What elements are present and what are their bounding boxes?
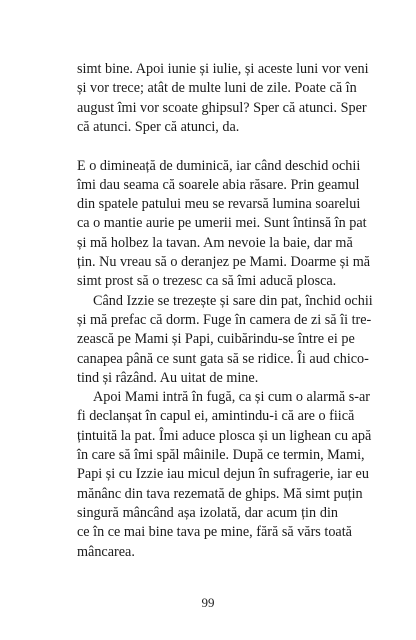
text-line: Apoi Mami intră în fugă, ca și cum o alarmă s-ar bbox=[93, 389, 370, 406]
text-line: îmi dau seama că soarele abia răsare. Prin geamul bbox=[77, 176, 360, 193]
text-line: ca o mantie aurie pe umerii mei. Sunt întinsă în pat bbox=[77, 215, 367, 232]
text-line: E o dimineață de duminică, iar când deschid ochii bbox=[77, 157, 361, 174]
text-line: simt bine. Apoi iunie și iulie, și aceste luni vor veni bbox=[77, 61, 369, 77]
text-line: mâncarea. bbox=[77, 543, 135, 560]
text-line: în care să îmi spăl mâinile. După ce termin, Mami, bbox=[77, 447, 365, 463]
text-line: fi declanșat în capul ei, amintindu-i că are o fiică bbox=[77, 408, 355, 425]
text-line: Papi și cu Izzie iau micul dejun în sufragerie, iar eu bbox=[77, 466, 369, 483]
text-line: că atunci. Sper că atunci, da. bbox=[77, 118, 240, 135]
text-line: ce în ce mai bine tava pe mine, fără să vărs toată bbox=[77, 524, 352, 541]
text-line: august îmi vor scoate ghipsul? Sper că atunci. Sper bbox=[77, 99, 367, 116]
text-line: țintuită la pat. Îmi aduce plosca și un lighean cu apă bbox=[77, 427, 372, 444]
text-line: zească pe Mami și Papi, cuibărindu-se între ei pe bbox=[77, 331, 355, 348]
text-line: din spatele patului meu se revarsă lumina soarelui bbox=[77, 196, 361, 213]
text-line: și mă prefac că dorm. Fuge în camera de zi să îi tre- bbox=[77, 311, 372, 328]
text-line: canapea până ce sunt gata să se ridice. Îi aud chico- bbox=[77, 350, 369, 367]
text-line: și mă holbez la tavan. Am nevoie la baie, dar mă bbox=[77, 234, 353, 251]
text-line: tind și râzând. Au uitat de mine. bbox=[77, 369, 259, 386]
text-line: mănânc din tava rezemată de ghips. Mă simt puțin bbox=[77, 485, 363, 502]
text-line: singură mâncând așa izolată, dar acum țin din bbox=[77, 504, 338, 521]
page-number: 99 bbox=[201, 595, 215, 610]
text-line: Când Izzie se trezește și sare din pat, închid ochii bbox=[93, 292, 373, 309]
text-line: și vor trece; atât de multe luni de zile. Poate că în bbox=[77, 80, 357, 97]
text-line: țin. Nu vreau să o deranjez pe Mami. Doarme și mă bbox=[77, 254, 371, 270]
text-line: simt prost să o trezesc ca să îmi aducă plosca. bbox=[77, 273, 337, 290]
